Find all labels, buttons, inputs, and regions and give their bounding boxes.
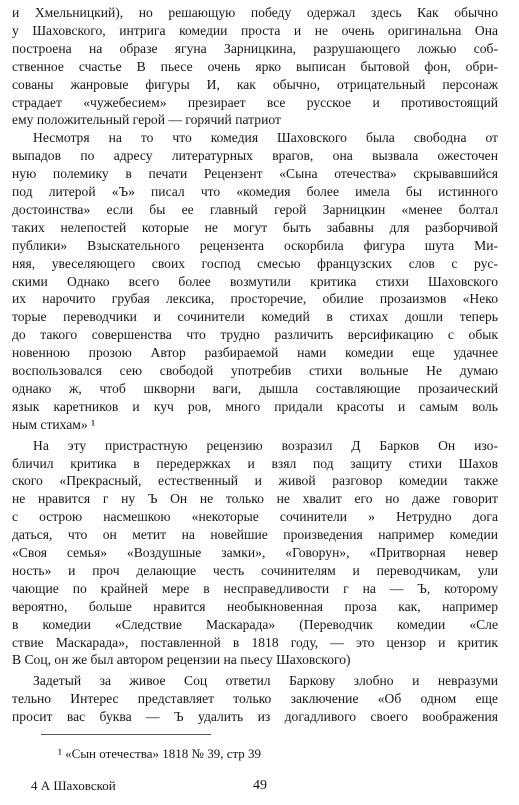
text-line: и Хмельницкий), но решающую победу одержал здесь Как обычно	[12, 5, 498, 20]
text-line: достоинства» если бы ее главный герой Зарницкин «менее болтал	[12, 201, 498, 217]
page-number: 49	[253, 778, 267, 793]
text-line: торые переводчики и сочинители комедий в стихах дошли теперь	[12, 309, 498, 325]
footnote-rule	[41, 734, 211, 735]
text-line: сованы жанровые фигуры И, как обычно, отрицательный персонаж	[12, 76, 498, 92]
text-line: ным стихам» ¹	[12, 416, 96, 432]
text-line: даться, что он метит на новейшие произведения например комедии	[12, 527, 498, 543]
text-line: у Шаховского, интрига комедии проста и не очень оригинальна Она	[12, 22, 498, 38]
text-line: ность» и проч делающие честь сочинителям и переводчикам, ули	[12, 562, 498, 578]
text-line: выпадов по адресу литературных врагов, она вызвала ожесточен	[12, 148, 498, 164]
text-line: «Своя семья» «Воздушные замки», «Говорун», «Притворная невер	[12, 545, 498, 560]
text-line: новенною прозою Автор разбираемой нами комедии еще удачнее	[12, 345, 498, 361]
text-line: няя, увеселяющего своих господ смесью французских слов с рус-	[12, 255, 498, 271]
text-line: просит вас буква — Ъ удалить из догадливого своего воображения	[12, 709, 498, 725]
paragraph-first-line: Несмотря на то что комедия Шаховского была свободна от	[33, 130, 498, 146]
text-line: ского «Прекрасный, естественный и живой разговор комедии также	[12, 473, 498, 489]
text-line: ему положительный герой — горячий патриот	[12, 112, 281, 128]
text-line: скими Однако всего более возмутили критика стихи Шаховского	[12, 273, 498, 289]
footnote: ¹ «Сын отечества» 1818 № 39, стр 39	[58, 746, 262, 761]
text-line: язык каретников и куч ров, много придали красоты и самым воль	[12, 398, 498, 414]
text-line: вероятно, больше нравится необыкновенная проза как, например	[12, 598, 498, 614]
text-line: их нарочито грубая лексика, просторечие, обилие прозаизмов «Неко	[12, 291, 498, 307]
text-line: ствие Маскарада», поставленной в 1818 году, — это цензор и критик	[12, 634, 498, 650]
text-line: построена на образе ягуна Зарницкина, разрушающего ложью соб-	[12, 40, 498, 56]
text-line: В Соц, он же был автором рецензии на пьесу Шаховского)	[12, 652, 351, 668]
text-line: публики» Взыскательного рецензента оскорбила фигура шута Ми-	[12, 237, 498, 253]
text-line: тельно Интерес представляет только заключение «Об одном еще	[12, 691, 498, 707]
signature-mark: 4 А Шаховской	[31, 778, 116, 793]
text-line: воспользовался сею свободой употребив стихи вольные Не думаю	[12, 363, 498, 378]
text-line: ственное счастье В пьесе очень ярко выписан бытовой фон, обри-	[12, 58, 498, 74]
text-line: страдает «чужебесием» презирает все русское и противостоящий	[12, 94, 498, 110]
paragraph-first-line: Задетый за живое Соц ответил Баркову злобно и невразуми	[33, 673, 498, 689]
text-line: в комедии «Следствие Маскарада» (Переводчик комедии «Сле	[12, 616, 498, 632]
text-line: таких нелепостей которые не могут быть забавны для разборчивой	[12, 219, 498, 235]
text-line: не нравится г ну Ъ Он не только не хвалит его но даже говорит	[12, 491, 498, 507]
text-line: до такого совершенства что трудно различить версификацию с обык	[12, 327, 498, 343]
text-line: чающие по крайней мере в несправедливости г на — Ъ, которому	[12, 580, 498, 596]
paragraph-first-line: На эту пристрастную рецензию возразил Д Барков Он изо-	[33, 437, 498, 453]
text-line: под литерой «Ъ» писал что «комедия более имела бы истинного	[12, 184, 498, 199]
text-line: бличил критика в передержках и взял под защиту стихи Шахов	[12, 455, 498, 471]
text-line: однако ж, чтоб шкворни ваги, дышла составляющие прозаический	[12, 380, 498, 396]
text-line: с острою насмешкою «некоторые сочинители » Нетрудно дога	[12, 509, 498, 525]
text-line: ную полемику в печати Рецензент «Сына отечества» скрывавшийся	[12, 166, 498, 182]
